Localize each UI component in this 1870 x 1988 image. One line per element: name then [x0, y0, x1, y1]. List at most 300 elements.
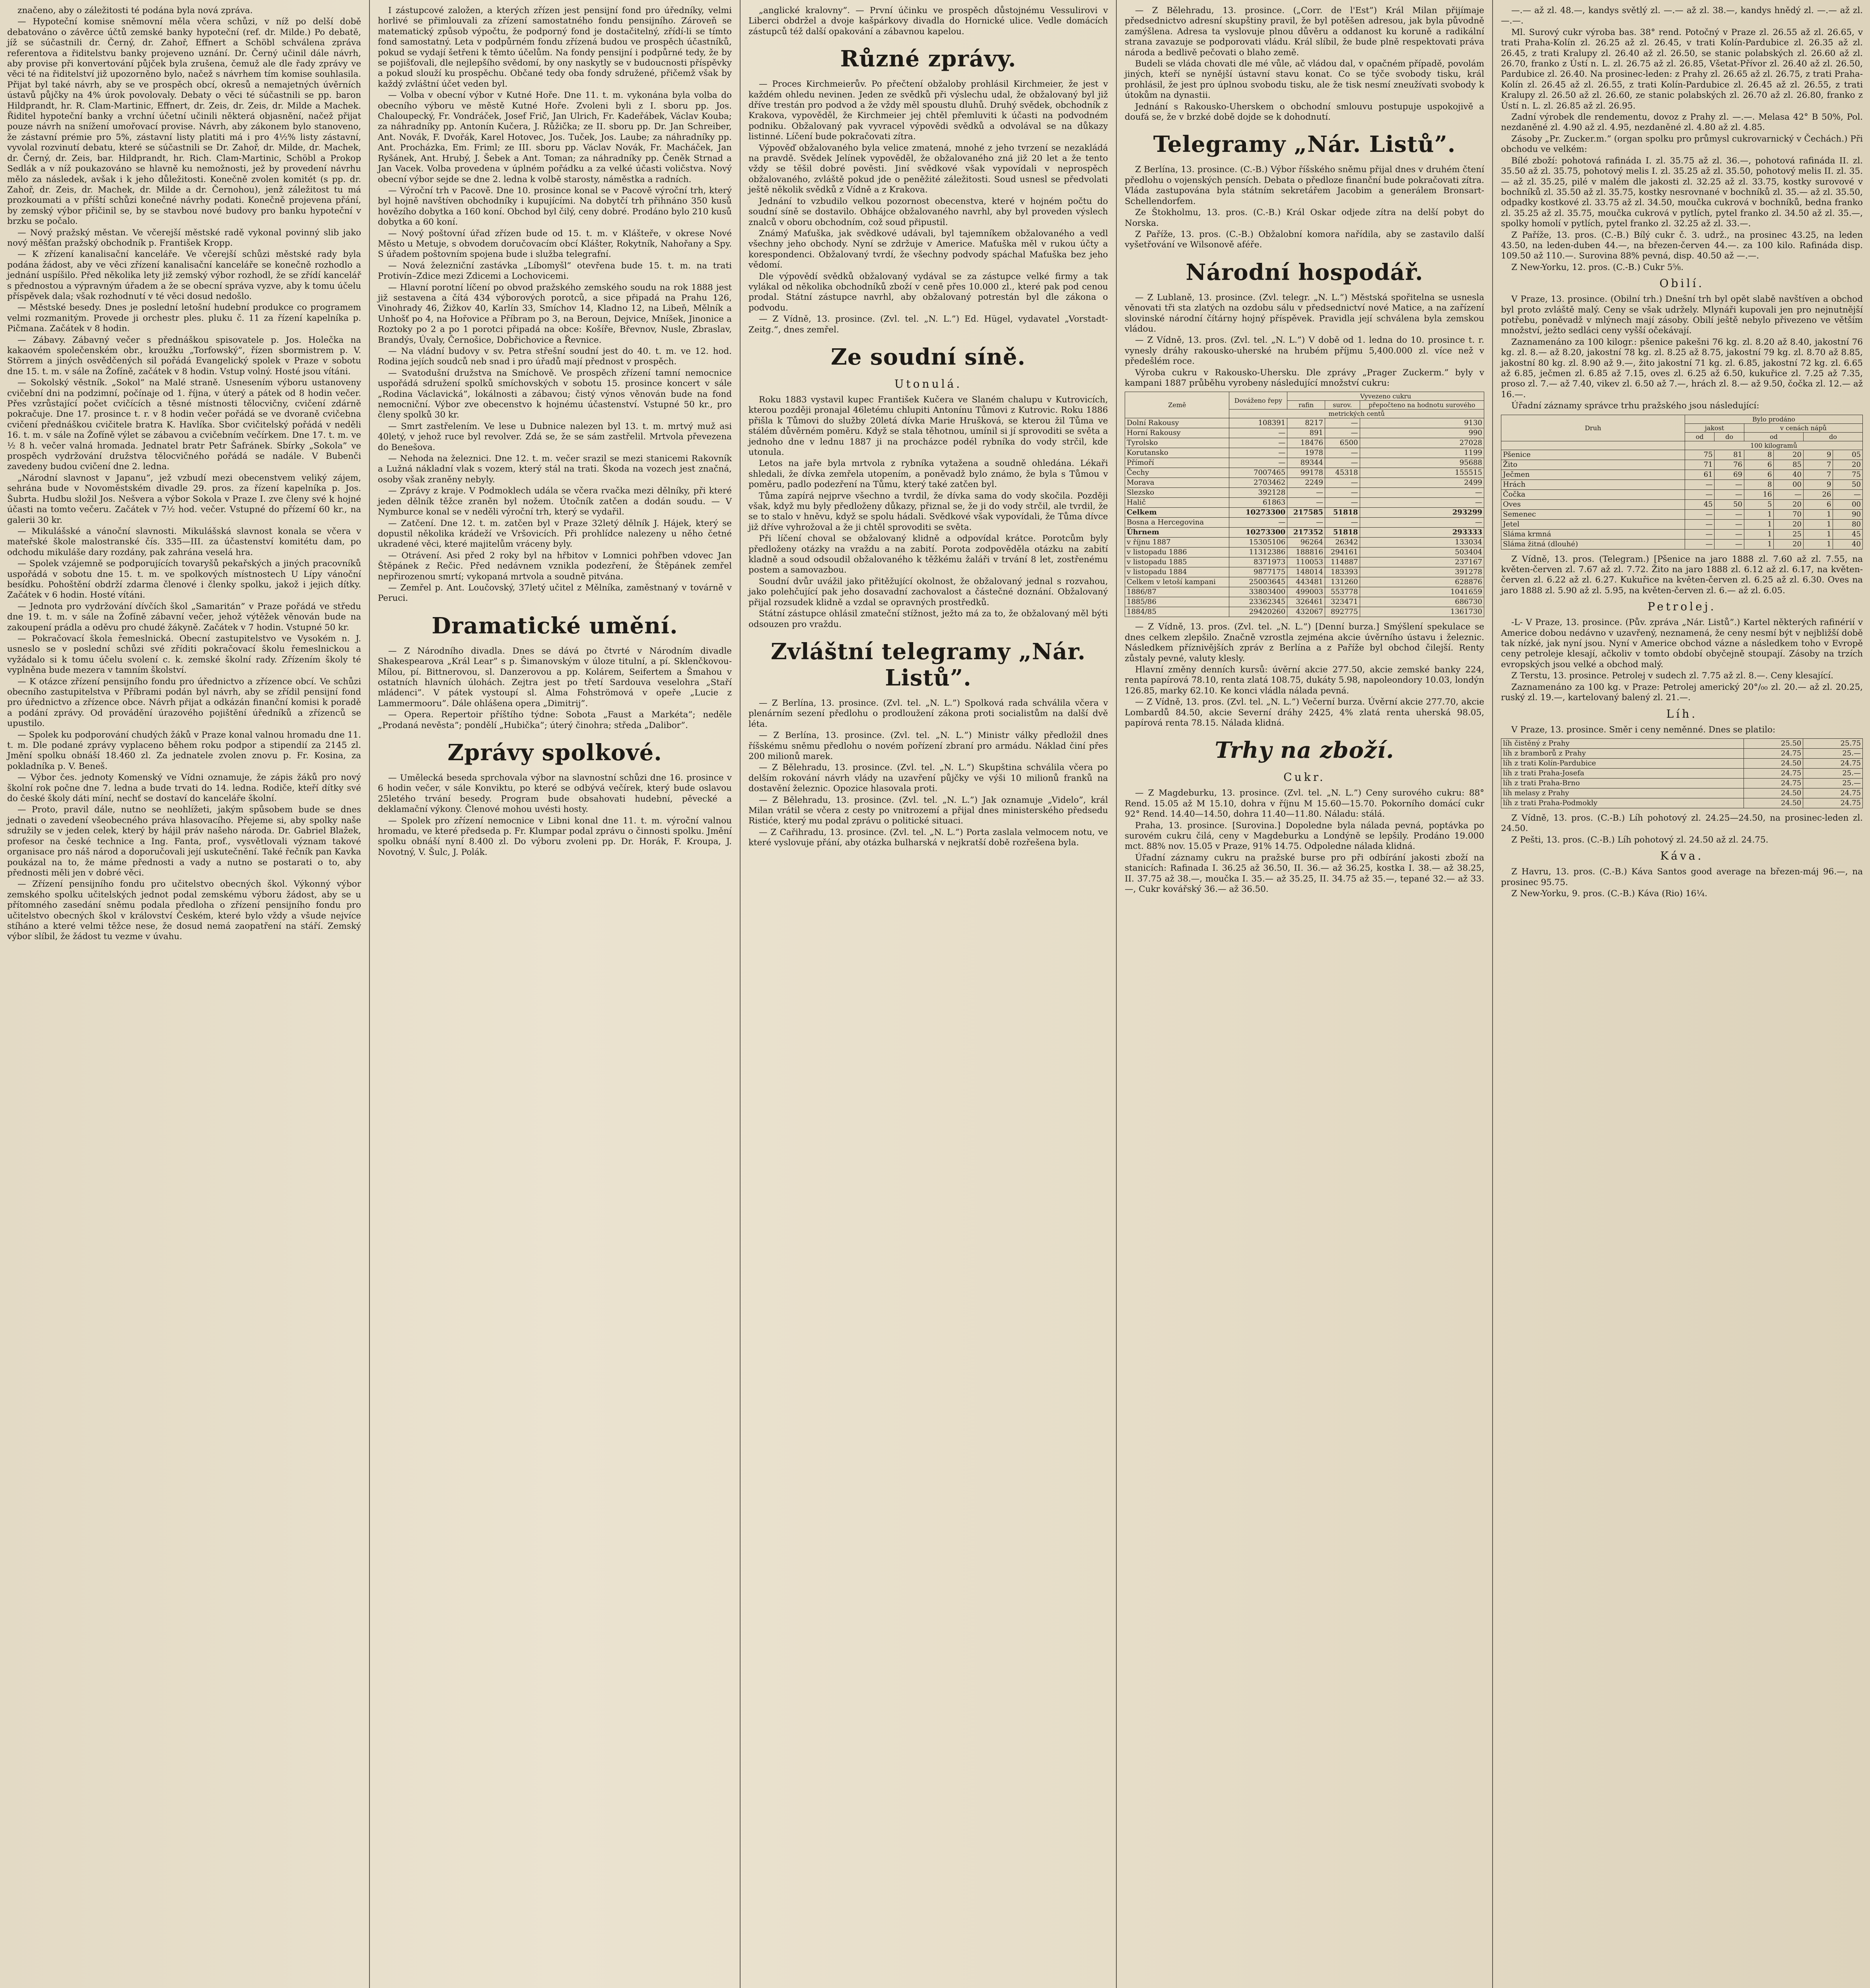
table-cell: —	[1714, 489, 1744, 499]
article-paragraph: — Spolek pro zřízení nemocnice v Libni konal dne 11. t. m. výroční valnou hromadu, ve které předseda p. Fr. Klumpar podal zprávu o činnosti spolku. Jmění spolku obnáší nyní 8.400 zl. Do výboru zvoleni pp. Dr. Horák, F. Kroupa, J. Novotný, V. Šulc, J. Polák.	[378, 815, 732, 857]
table-cell: 155515	[1360, 468, 1484, 478]
table-cell: 1	[1803, 539, 1833, 549]
table-cell: 00	[1833, 499, 1863, 509]
table-cell: —	[1360, 498, 1484, 508]
table-cell: —	[1325, 478, 1360, 488]
column-5	[1494, 0, 1870, 1988]
article-paragraph: Z New-Yorku, 9. pros. (C.-B.) Káva (Rio) 16¼.	[1511, 888, 1708, 899]
table-cell: 24.75	[1744, 778, 1803, 788]
article-paragraph: — Proces Kirchmeierův. Po přečtení obžaloby prohlásil Kirchmeier, že jest v každém ohledu nevinen. Jeden ze svědků při výslechu udal, že obžalovaný byl již dříve trestán pro podvod a že vždy měl spoustu dluhů. Druhý svědek, obchodník z Krakova, vypověděl, že Kirchmeier jej chtěl přemluviti k účasti na podvodném podniku. Obžalovaný pak vyvracel výpovědi svědků a odvolával se na důkazy listinné. Líčení bude pokračovati zítra.	[748, 79, 1108, 142]
article-paragraph: — Z Cařihradu, 13. prosince. (Zvl. tel. „N. L.”) Porta zaslala velmocem notu, ve které vyslovuje přání, aby otázka bulharská v nejkratší době rozřešena byla.	[748, 827, 1108, 848]
table-cell: 1199	[1360, 448, 1484, 458]
table-cell: 1041659	[1360, 587, 1484, 597]
table-cell: 5	[1744, 499, 1774, 509]
table-cell: 293333	[1360, 528, 1484, 538]
table-cell: 29420260	[1229, 607, 1287, 617]
table-cell: 24.75	[1744, 768, 1803, 778]
section-heading: Ze soudní síně.	[831, 344, 1026, 370]
table-cell: —	[1287, 518, 1325, 528]
table-cell: 9	[1803, 450, 1833, 460]
table-header: 100 kilogramů	[1685, 441, 1862, 450]
table-row	[1125, 528, 1484, 538]
table-cell: 20	[1774, 499, 1804, 509]
article-paragraph: Z Havru, 13. pros. (C.-B.) Káva Santos good average na březen-máj 96.—, na prosinec 95.75.	[1501, 867, 1863, 887]
table-cell: Celkem	[1125, 508, 1229, 518]
article-paragraph: Bílé zboží: pohotová rafináda I. zl. 35.75 až zl. 36.—, pohotová rafináda II. zl. 35.50 až zl. 35.75, pohotový melis I. zl. 35.25 až zl. 35.50, pohotový melis II. zl. 35.— až zl. 35.25, pilé v malém dle jakosti zl. 32.25 až zl. 33.75, kostky surovové v bochníků zl. 35.50 až zl. 35.75, kostky nesrovnané v bochníků zl. 35.— až zl. 35.50, odpadky kostkové zl. 33.75 až zl. 34.50, moučka cukrová v bochníků, bedna franko zl. 35.25 až zl. 35.75, moučka cukrová v pytlích, pytel franko zl. 34.50 až zl. 35.—, spolky homolí v pytlích, pytel franko zl. 32.25 až zl. 33.—.	[1501, 155, 1863, 229]
table-cell: 25.—	[1803, 778, 1863, 788]
table-cell: 11312386	[1229, 547, 1287, 557]
table-cell: 432067	[1287, 607, 1325, 617]
table-cell: 131260	[1325, 577, 1360, 587]
section-heading: Zprávy spolkové.	[447, 740, 662, 766]
table-cell: 26342	[1325, 538, 1360, 547]
column-2	[371, 0, 739, 1988]
table-cell: Slezsko	[1125, 488, 1229, 498]
table-row	[1125, 557, 1484, 567]
article-paragraph: Z New-Yorku, 12. pros. (C.-B.) Cukr 5⅝.	[1511, 262, 1684, 272]
sub-heading: Líh.	[1666, 707, 1698, 720]
table-header: rafin	[1287, 401, 1325, 410]
table-row	[1125, 498, 1484, 508]
table-cell: 6	[1803, 499, 1833, 509]
article-paragraph: Z Vídně, 13. pros. (Telegram.) [Pšenice na jaro 1888 zl. 7.60 až zl. 7.55, na květen-červen zl. 7.67 až zl. 7.72. Žito na jaro 1888 zl. 6.12 až zl. 6.17, na květen-červen zl. 6.22 až zl. 6.27. Kukuřice na květen-červen zl. 6.25 až zl. 6.30. Oves na jaro 1888 zl. 5.90 až zl. 5.95, na květen-červen zl. 6.— až zl. 6.05.	[1501, 554, 1863, 596]
table-cell: v listopadu 1885	[1125, 557, 1229, 567]
article-paragraph: — Jednota pro vydržování dívčích škol „Samaritán” v Praze pořádá ve středu dne 19. t. m. v sále na Žofíně zábavní večer, jehož výtěžek věnován bude na zakoupení prádla a oděvu pro chudé žákyně. Začátek v 7 hodin. Vstupné 50 kr.	[7, 601, 361, 633]
article-paragraph: „anglické kralovny”. — První účinku ve prospěch důstojnému Vessulirovi v Liberci obdržel a dvoje kašpárkovy divadla do Hornické ulice. Vedle domácích zástupců též další opakování a zábavnou kapelou.	[748, 6, 1108, 37]
article-paragraph: Úřadní záznamy správce trhu pražského jsou následující:	[1511, 401, 1759, 411]
table-cell: —	[1685, 489, 1714, 499]
table-cell: 217585	[1287, 508, 1325, 518]
article-paragraph: — Nová železniční zastávka „Líbomyšl” otevřena bude 15. t. m. na trati Protivín–Zdice mezi Zdicemi a Lochovicemi.	[378, 260, 732, 282]
table-row	[1125, 518, 1484, 528]
table-cell: 1	[1744, 529, 1774, 539]
table-cell: 75	[1833, 470, 1863, 480]
table-cell: —	[1325, 518, 1360, 528]
table-header: Druh	[1501, 415, 1685, 441]
article-paragraph: — Hypoteční komise sněmovní měla včera schůzi, v níž po delší době debatováno o závěrce účtů zemské banky hypoteční (ref. dr. Milde.) Po debatě, jíž se súčastnili dr. Černý, dr. Zahoř, Effnert a Schöbl schválena zpráva referentova a řiditelstvu banky projeveno uznání. Dr. Černý učinil dále návrh, aby provise při konvertování půjček byla zrušena, čemuž ale dle řady zprávy ve věci té na řiditelství již upozorněno bylo, načež s návrhem tím komise souhlasila. Přijat byl také návrh, aby se ve prospěch obcí, okresů a nemajetných úvěrních ústavů půjčky na 4% úrok povolovaly. Debaty o věci té súčastnili se pp. baron Hildprandt, hr. R. Clam-Martinic, Effnert, dr. Zeis, dr. Zeis, dr. Milde a Machek. Řiditel hypoteční banky a vrchní účetní učinili některá objasnění, načež přijat pouze návrh na snížení umořovací provise. Návrh, aby zákonem bylo stanoveno, že zástavní prémie pro 5%, zástavní listy platiti má i pro 4½% listy zástavní, vyvolal rozvinutí debatu, které se súčastnili se Dr. Zahoř, dr. Milde, dr. Machek, dr. Černý, dr. Zeis, bar. Hildprandt, hr. Rich. Clam-Martinic, Schöbl a Prokop Sedlák a v níž poukazováno se hlavně ku nemožnosti, jež by provedení návrhu mělo za následek, avšak i k jeho důležitosti. Konečně zvolen komitét (s pp. dr. Zahoř, dr. Zeis, dr. Machek, dr. Milde a dr. Černohou), jenž záležitost tu má prozkoumati a v příští schůzi konečné návrhy podati. Konečně projevena přání, by zemský výbor přičinil se, by se stavbou nové budovy pro banku hypoteční v brzku se počalo.	[7, 17, 361, 227]
table-cell: —	[1360, 488, 1484, 498]
table-cell: 99178	[1287, 468, 1325, 478]
table-cell: 76	[1714, 460, 1744, 470]
table-cell: Jetel	[1501, 519, 1685, 529]
table-header: Země	[1125, 392, 1229, 418]
table-cell: 443481	[1287, 577, 1325, 587]
article-paragraph: — Z Magdeburku, 13. prosince. (Zvl. tel. „N. L.”) Ceny surového cukru: 88° Rend. 15.05 až M 15.10, dohra v říjnu M 15.60—15.70. Pokorního domácí cukr 92° Rend. 14.40—14.50, dohra 11.40—11.80. Náladu: stálá.	[1125, 788, 1484, 819]
table-cell: 20	[1833, 460, 1863, 470]
article-paragraph: Z Berlína, 13. prosince. (C.-B.) Výbor říšského sněmu přijal dnes v druhém čtení předlohu o vojenských pensích. Debata o předloze finanční bude pokračovati zítra. Vláda zastupována byla státním sekretářem Jacobim a generálem Bronsart-Schellendorfem.	[1125, 165, 1484, 206]
sub-heading: Petrolej.	[1647, 600, 1716, 613]
article-paragraph: Ze Štokholmu, 13. pros. (C.-B.) Král Oskar odjede zítra na delší pobyt do Norska.	[1125, 208, 1484, 228]
table-cell: 81	[1714, 450, 1744, 460]
table-cell: v říjnu 1887	[1125, 538, 1229, 547]
table-cell: Pšenice	[1501, 450, 1685, 460]
table-header: od	[1685, 432, 1714, 441]
article-paragraph: — Nehoda na železnici. Dne 12. t. m. večer srazil se mezi stanicemi Rakovník a Lužná nákladní vlak s vozem, který stál na trati. Škoda na vozech jest značná, osoby však zraněny nebyly.	[378, 454, 732, 485]
table-cell: —	[1325, 488, 1360, 498]
article-paragraph: — Zábavy. Zábavný večer s přednáškou spisovatele p. Jos. Holečka na kakaovém společenském obr., kroužku „Torfowský”, řízen sbormistrem p. V. Störrem a jiných osvědčených sil pořádá Evangelický spolek v Praze v sobotu dne 15. t. m. v sále na Žofíně, začátek v 8 hodin. Vstup volný. Hosté jsou vítáni.	[7, 335, 361, 377]
section-heading: Zvláštní telegramy „Nár. Listů”.	[770, 638, 1086, 691]
table-row	[1125, 597, 1484, 607]
article-paragraph: Ml. Surový cukr výroba bas. 38° rend. Potočný v Praze zl. 26.55 až zl. 26.65, v trati Praha-Kolín zl. 26.25 až zl. 26.45, v trati Kolín-Pardubice zl. 26.35 až zl. 26.45, z trati Kralupy zl. 26.40 až zl. 26.50, se stanic polabských zl. 26.60 až zl. 26.70, franko z Ústí n. L. zl. 26.75 až zl. 26.85, Všetat-Přívor zl. 26.40 až zl. 26.50, Pardubice zl. 26.40. Na prosinec-leden: z Prahy zl. 26.65 až zl. 26.75, z trati Praha-Kolín zl. 26.45 až zl. 26.55, z trati Kolín-Pardubice zl. 26.45 až zl. 26.55, z trati Kralupy zl. 26.50 až zl. 26.60, ze stanic polabských zl. 26.70 až zl. 26.80, franko z Ústí n. L. zl. 26.85 až zl. 26.95.	[1501, 27, 1863, 111]
table-cell: 24.75	[1803, 798, 1863, 808]
article-paragraph: — Z Berlína, 13. prosince. (Zvl. tel. „N. L.”) Spolková rada schválila včera v plenárním sezení předlohu o prodloužení zákona proti socialistům na další dvě léta.	[748, 698, 1108, 729]
table-cell: 33803400	[1229, 587, 1287, 597]
table-row	[1125, 428, 1484, 438]
article-paragraph: — Svatodušní družstva na Smíchově. Ve prospěch zřízení tamní nemocnice uspořádá sdružení spolků smíchovských v sobotu 15. prosince koncert v sále „Rodina Václavická”, lokálnosti a zábavou; čistý výnos věnován bude na fond nemocniční. Výbor zve obecenstvo k hojnému účastenství. Vstupné 50 kr., pro členy spolků 30 kr.	[378, 368, 732, 420]
table-cell: 25.—	[1803, 748, 1863, 758]
table-cell: 9130	[1360, 418, 1484, 428]
table-cell: 8217	[1287, 418, 1325, 428]
table-row	[1125, 538, 1484, 547]
table-cell: 51818	[1325, 508, 1360, 518]
table-cell: Žito	[1501, 460, 1685, 470]
table-row	[1125, 567, 1484, 577]
table-cell: 6	[1744, 460, 1774, 470]
article-paragraph: — Z Vídně, 13. pros. (Zvl. tel. „N. L.”) V době od 1. ledna do 10. prosince t. r. vynesly dráhy rakousko-uherské na hrubém příjmu 5,400.000 zl. více než v předešlém roce.	[1125, 335, 1484, 367]
table-cell: 503404	[1360, 547, 1484, 557]
table-cell: Horní Rakousy	[1125, 428, 1229, 438]
article-paragraph: značeno, aby o záležitosti té podána byla nová zpráva.	[17, 6, 253, 16]
article-paragraph: Praha, 13. prosince. [Surovina.] Dopoledne byla nálada pevná, poptávka po surovém cukru čilá, ceny v Magdeburku a Londýně se lepšily. Prodáno 19.000 mct. 88% nov. 15.05 v Praze, 91% 14.75. Odpoledne nálada klidná.	[1125, 820, 1484, 852]
table-row	[1125, 418, 1484, 428]
table-cell: 8	[1744, 480, 1774, 489]
article-paragraph: -L- V Praze, 13. prosince. (Pův. zpráva „Nár. Listů”.) Kartel některých rafinérií v Americe dobou nedávno v uzavřený, neznamená, že ceny nesmí být v nejbližší době tak nízké, jak nyní jsou. Nyní v Americe obchod vázne a následkem toho v Evropě ceny petroleje klesají, ačkoliv v tomto období obyčejně stoupají. Zásoby na trzích evropských jsou velké a obchod malý.	[1501, 617, 1863, 670]
table-cell: 294161	[1325, 547, 1360, 557]
table-cell: 96264	[1287, 538, 1325, 547]
sub-heading: Obilí.	[1659, 277, 1705, 290]
article-paragraph: — Zřízení pensijního fondu pro učitelstvo obecných škol. Výkonný výbor zemského spolku učitelských jednot podal zemskému výboru žádost, aby se u přítomného zasedání sněmu podala předloha o zřízení pensijního fondu pro učitelstvo obecných škol v království Českém, které bylo vždy a všude nejvíce stíháno a které velmi těžce nese, že dosud nemá zaopatření na stáří. Zemský výbor slíbil, že žádost tu vezme v úvahu.	[7, 879, 361, 942]
table-cell: —	[1774, 489, 1804, 499]
article-paragraph: Zaznamenáno za 100 kg. v Praze: Petrolej americký 20°/₀₀ zl. 20.— až zl. 20.25, ruský zl. 19.—, kartelovaný balený zl. 21.—.	[1501, 682, 1863, 703]
article-paragraph: Výpověď obžalovaného byla velice zmatená, mnohé z jeho tvrzení se nezakládá na pravdě. Svědek Jelínek vypověděl, že obžalovaného zná již 20 let a že tento vždy se těšil dobré pověsti. Jiní svědkové však vypovídali v neprospěch obžalovaného, zvláště pokud jde o peněžité záležitosti. Soud usnesl se předvolati ještě několik svědků z Vídně a z Krakova.	[748, 143, 1108, 195]
article-paragraph: Státní zástupce ohlásil zmateční stížnost, ježto má za to, že obžalovaný měl býti odsouzen pro vraždu.	[748, 609, 1108, 629]
table-cell: —	[1685, 480, 1714, 489]
table-cell: líh z trati Praha-Brno	[1501, 778, 1744, 788]
table-row	[1501, 499, 1863, 509]
table-cell: Hrách	[1501, 480, 1685, 489]
sub-heading: Káva.	[1660, 849, 1704, 863]
table-cell: —	[1229, 438, 1287, 448]
table-cell: 1978	[1287, 448, 1325, 458]
table-cell: 16	[1744, 489, 1774, 499]
section-heading: Dramatické umění.	[432, 612, 678, 639]
table-row	[1125, 577, 1484, 587]
table-cell: Semenec	[1501, 509, 1685, 519]
article-paragraph: — Z Bělehradu, 13. prosince. (Zvl. tel. „N. L.”) Jak oznamuje „Videlo”, král Milan vrátil se včera z cesty po vnitrozemí a přijal dnes ministerského předsedu Ristiće, který mu podal zprávu o politické situaci.	[748, 795, 1108, 826]
article-paragraph: — Výbor čes. jednoty Komenský ve Vídni oznamuje, že zápis žáků pro nový školní rok počne dne 7. ledna a bude trvati do 14. ledna. Rodiče, kteří dítky své do české školy dáti míní, nechť se dostaví do kanceláře školní.	[7, 773, 361, 804]
table-cell: Halič	[1125, 498, 1229, 508]
table-cell: 10273300	[1229, 528, 1287, 538]
table-header: přepočteno na hodnotu surového	[1360, 401, 1484, 410]
table-cell: 133034	[1360, 538, 1484, 547]
table-cell: 1885/86	[1125, 597, 1229, 607]
table-cell: Bosna a Hercegovina	[1125, 518, 1229, 528]
table-cell: 75	[1685, 450, 1714, 460]
article-paragraph: Budeli se vláda chovati dle mé vůle, ač vládou dal, v opačném případě, povolám jiných, kteří se nynější ústavní stavu konat. Co se týče svobody tisku, král prohlásil, že jest pro úplnou svobodu tisku, ale že tisk nesmí zneužívati svobody k útokům na dynastii.	[1125, 59, 1484, 101]
table-row	[1125, 478, 1484, 488]
table-row	[1501, 788, 1863, 798]
table-cell: 95688	[1360, 458, 1484, 468]
table-header: Bylo prodáno	[1685, 415, 1862, 423]
table-cell: Tyrolsko	[1125, 438, 1229, 448]
table-cell: líh z bramborů z Prahy	[1501, 748, 1744, 758]
table-cell: —	[1685, 539, 1714, 549]
article-paragraph: Jednání s Rakousko-Uherskem o obchodní smlouvu postupuje uspokojivě a doufá se, že v brzké době dojde se k dohodnutí.	[1125, 101, 1484, 122]
article-paragraph: — Z Bělehradu, 13. prosince. (Zvl. tel. „N. L.”) Skupština schválila včera po delším rokování návrh vlády na uzavření půjčky ve výši 10 milionů franků na dostavění železnic. Opozice hlasovala proti.	[748, 763, 1108, 794]
table-row	[1501, 529, 1863, 539]
table-cell: 499003	[1287, 587, 1325, 597]
table-cell: 25.75	[1803, 738, 1863, 748]
table-row	[1501, 758, 1863, 768]
table-cell: 2703462	[1229, 478, 1287, 488]
table-cell: 148014	[1287, 567, 1325, 577]
article-paragraph: V Praze, 13. prosince. (Obilní trh.) Dnešní trh byl opět slabě navštíven a obchod byl proto zvláště malý. Ceny se však udržely. Mlynáři kupovali jen pro nejnutnější potřebu, poněvadž v mlýnech mají zásoby. Obilí ještě nebylo přivezeno ve větším množství, ježto sedláci ceny vyšší očekávají.	[1501, 294, 1863, 336]
table-header: jakost	[1685, 423, 1744, 432]
article-paragraph: „Národní slavnost v Japanu”, jež vzbudí mezi obecenstvem veliký zájem, sehrána bude v Novoměstském divadle 29. pros. za řízení kapelníka p. Jos. Šubrta. Hudbu složil Jos. Nešvera a výbor Sokola v Praze I. zve členy své k hojné účasti na tomto večeru. Začátek v 7½ hod. večer. Vstupné do přízemí 60 kr., na galerii 30 kr.	[7, 473, 361, 525]
table-cell: 217352	[1287, 528, 1325, 538]
article-paragraph: — Nový pražský městan. Ve včerejší městské radě vykonal povinný slib jako nový měšťan pražský obchodník p. František Kropp.	[7, 227, 361, 248]
table-row	[1501, 470, 1863, 480]
table-cell: Morava	[1125, 478, 1229, 488]
table-cell: Čočka	[1501, 489, 1685, 499]
table-cell: 8371973	[1229, 557, 1287, 567]
article-paragraph: — Mikulášské a vánoční slavnosti. Mikulášská slavnost konala se včera v mateřské škole malostranské čís. 335—III. za účastenství komitétu dam, po odchodu mikuláše dary rozdány, pak zahrána veselá hra.	[7, 526, 361, 557]
table-cell: 90	[1833, 509, 1863, 519]
table-row	[1501, 539, 1863, 549]
table-row	[1501, 489, 1863, 499]
table-cell: 9	[1803, 480, 1833, 489]
table-cell: 80	[1833, 519, 1863, 529]
table-cell: 553778	[1325, 587, 1360, 597]
article-paragraph: — Zatčení. Dne 12. t. m. zatčen byl v Praze 32letý dělník J. Hájek, který se dopustil několika krádeží ve Vršovicích. Při prohlídce nalezeny u něho četné ukradené věci, které majitelům vráceny byly.	[378, 518, 732, 549]
table-cell: 628876	[1360, 577, 1484, 587]
table-cell: Sláma žitná (dlouhé)	[1501, 539, 1685, 549]
table-cell: 188816	[1287, 547, 1325, 557]
column-rule	[1116, 0, 1117, 1988]
article-paragraph: Dle výpovědí svědků obžalovaný vydával se za zástupce velké firmy a tak vylákal od několika obchodníků zboží v ceně přes 10.000 zl., které pak pod cenou prodal. Státní zástupce navrhl, aby obžalovaný potrestán byl dle zákona o podvodu.	[748, 271, 1108, 313]
article-paragraph: — Z Vídně, 13. prosince. (Zvl. tel. „N. L.”) Ed. Hügel, vydavatel „Vorstadt-Zeitg.”, dnes zemřel.	[748, 314, 1108, 335]
section-heading: Trhy na zboží.	[1215, 737, 1394, 764]
table-cell: —	[1714, 539, 1744, 549]
article-paragraph: Úřadní záznamy cukru na pražské burse pro při odbírání jakosti zboží na stanicích: Rafinada I. 36.25 až 36.50, II. 36.— až 36.25, kostka I. 38.— až 38.25, II. 37.75 až 38.—, moučka I. 35.— až 35.25, II. 34.75 až 35.—, tepané 32.— až 33.—, Cukr kovářský 36.— až 36.50.	[1125, 852, 1484, 895]
table-cell: Ječmen	[1501, 470, 1685, 480]
table-cell: 323471	[1325, 597, 1360, 607]
table-cell: 05	[1833, 450, 1863, 460]
article-paragraph: — Z Berlína, 13. prosince. (Zvl. tel. „N. L.”) Ministr války předložil dnes říšskému sněmu předlohu o novém pořízení zbraní pro armádu. Náklad činí přes 200 milionů marek.	[748, 730, 1108, 761]
table-cell: 891	[1287, 428, 1325, 438]
table-row	[1501, 748, 1863, 758]
table-header: do	[1714, 432, 1744, 441]
article-paragraph: — Zemřel p. Ant. Loučovský, 37letý učitel z Mělníka, zaměstnaný v továrně v Peruci.	[378, 582, 732, 604]
sub-heading: Utonulá.	[894, 377, 962, 390]
article-paragraph: Z Terstu, 13. prosince. Petrolej v sudech zl. 7.75 až zl. 8.—. Ceny klesající.	[1511, 671, 1833, 681]
table-cell: 20	[1774, 519, 1804, 529]
column-rule	[740, 0, 741, 1988]
table-row	[1125, 448, 1484, 458]
article-paragraph: — K zřízení kanalisační kanceláře. Ve včerejší schůzi městské rady byla podána žádost, aby ve věci zřízení kanalisační kanceláře se konečně rozhodlo a jednání uspíšilo. Před několika lety již zemský výbor rozhodl, že se zřídí kancelář s přednostou a výpravným úřadem a že se obecní správa vyzve, aby k tomu účelu příspěvek dala; však rozhodnutí v té věci dosud nedošlo.	[7, 249, 361, 301]
article-paragraph: Zásoby „Pr. Zucker.m.” (organ spolku pro průmysl cukrovarnický v Čechách.) Při obchodu ve velkém:	[1501, 134, 1863, 155]
table-row	[1125, 547, 1484, 557]
article-paragraph: Soudní dvůr uvážil jako přitěžující okolnost, že obžalovaný jednal s rozvahou, jako polehčující pak jeho dosavadní zachovalost a částečné doznání. Obžalovaný přijal rozsudek klidně a vzdal se opravných prostředků.	[748, 576, 1108, 608]
table-row	[1501, 768, 1863, 778]
table-cell: 24.75	[1803, 758, 1863, 768]
article-paragraph: — Z Lublaně, 13. prosince. (Zvl. telegr. „N. L.”) Městská spořitelna se usnesla věnovati tři sta zlatých na ozdobu sálu v předsednictví nové Matice, a na zařízení slovinské národní čítárny hojný příspěvek. Pravidla její schválena byla zemskou vládou.	[1125, 292, 1484, 334]
article-paragraph: Z Pešti, 13. pros. (C.-B.) Líh pohotový zl. 24.50 až zl. 24.75.	[1511, 835, 1769, 845]
table-cell: 85	[1774, 460, 1804, 470]
table-cell: 9877175	[1229, 567, 1287, 577]
table-cell: 392128	[1229, 488, 1287, 498]
table-cell: 70	[1774, 509, 1804, 519]
table-row	[1125, 508, 1484, 518]
table-cell: 24.50	[1744, 758, 1803, 768]
table-cell: 110053	[1287, 557, 1325, 567]
table-cell: —	[1325, 418, 1360, 428]
article-paragraph: — Z Vídně, 13. pros. (Zvl. tel. „N. L.”) [Denní burza.] Smýšlení spekulace se dnes celkem zlepšilo. Značně vzrostla zejména akcie úvěrního ústavu i železnic. Následkem příznivějších zpráv z Berlína a z Paříže byl obchod čilejší. Renty zůstaly pevné, valuty klesly.	[1125, 622, 1484, 664]
table-cell: 51818	[1325, 528, 1360, 538]
table-cell: líh z trati Kolín-Pardubice	[1501, 758, 1744, 768]
table-header: Dováženo řepy	[1229, 392, 1287, 410]
table-cell: —	[1229, 448, 1287, 458]
table-cell: 69	[1714, 470, 1744, 480]
table-cell: 6	[1744, 470, 1774, 480]
table-cell: 1884/85	[1125, 607, 1229, 617]
table-cell: 326461	[1287, 597, 1325, 607]
table-cell: —	[1229, 428, 1287, 438]
table-cell: 1	[1744, 509, 1774, 519]
table-cell: 20	[1774, 450, 1804, 460]
table-header: do	[1803, 432, 1862, 441]
article-paragraph: Jednání to vzbudilo velkou pozornost obecenstva, které v hojném počtu do soudní síně se dostavilo. Obhájce obžalovaného navrhl, aby byl proveden výslech znalců v oboru obchodním, což soud připustil.	[748, 196, 1108, 227]
table-cell: —	[1685, 509, 1714, 519]
table-cell: 990	[1360, 428, 1484, 438]
article-paragraph: — Z Vídně, 13. pros. (Zvl. tel. „N. L.”) Večerní burza. Úvěrní akcie 277.70, akcie Lombardů 84.50, akcie Severní dráhy 2425, 4% zlatá renta uherská 98.05, papírová renta 78.15. Nálada klidná.	[1125, 697, 1484, 728]
table-row	[1501, 450, 1863, 460]
article-paragraph: — Hlavní porotní líčení po obvod pražského zemského soudu na rok 1888 jest již sestavena a čítá 434 výborových porotců, a sice připadá na Prahu 126, Vinohrady 46, Žižkov 40, Karlín 33, Smíchov 14, Kladno 12, na Libeň, Mělník a Unhošť po 4, na Hořovice a Příbram po 3, na Beroun, Dejvice, Mníšek, Jinonice a Roztoky po 2 a po 1 porotci připadá na obce: Košíře, Břevnov, Nusle, Zbraslav, Brandýs, Úvaly, Černošice, Dobřichovice a Řevnice.	[378, 282, 732, 345]
table-cell: 25.—	[1803, 768, 1863, 778]
table-header: v cenách nápů	[1744, 423, 1862, 432]
table-cell: 61	[1685, 470, 1714, 480]
article-paragraph: — Pokračovací škola řemeslnická. Obecní zastupitelstvo ve Vysokém n. J. usneslo se v poslední schůzi své zříditi pokračovací školu řemeslnickou a vyžádalo si k tomu účelu svolení c. k. zemské školní rady. Zřízením školy té vyplněna bude mezera v tamním školství.	[7, 633, 361, 676]
article-paragraph: — Volba v obecní výbor v Kutné Hoře. Dne 11. t. m. vykonána byla volba do obecního výboru ve městě Kutné Hoře. Zvoleni byli z I. sboru pp. Jos. Chaloupecký, Fr. Vondráček, Josef Frič, Jan Ulrich, Fr. Kadeřábek, Václav Kouba; za náhradníky pp. Antonín Kučera, J. Růžička; ze II. sboru pp. Dr. Jan Schreiber, Ant. Novák, F. Dvořák, Karel Hotovec, Jos. Tuček, Jos. Laube; za náhradníky pp. Ant. Procházka, Em. Friml; ze III. sboru pp. Václav Novák, Fr. Macháček, Jan Ryšánek, Ant. Hrubý, J. Šebek a Ant. Toman; za náhradníky pp. Čeněk Strnad a Jan Vacek. Volba provedena v úplném pořádku a za velké účasti voličstva. Nový obecní výbor sejde se dne 2. ledna k volbě starosty, náměstka a radních.	[378, 90, 732, 184]
article-paragraph: — Zprávy z kraje. V Podmoklech udála se včera rvačka mezi dělníky, při které jeden dělník těžce zraněn byl nožem. Útočník zatčen a dodán soudu. — V Nymburce konal se v neděli výroční trh, který se vydařil.	[378, 486, 732, 517]
table-cell: —	[1833, 489, 1863, 499]
table-cell: Čechy	[1125, 468, 1229, 478]
table-row	[1501, 519, 1863, 529]
table-cell: 892775	[1325, 607, 1360, 617]
table-header	[1501, 441, 1685, 450]
table-cell: 45	[1685, 499, 1714, 509]
article-paragraph: Zadní výrobek dle rendementu, dovoz z Prahy zl. —.—. Melasa 42° B 50%, Pol. nezdaněné zl. 4.90 až zl. 4.95, nezdaněné zl. 4.80 až zl. 4.85.	[1501, 112, 1863, 133]
table-cell: 45	[1833, 529, 1863, 539]
table-row	[1125, 607, 1484, 617]
table-cell: 237167	[1360, 557, 1484, 567]
table-cell: líh čistěný z Prahy	[1501, 738, 1744, 748]
table-cell: 391278	[1360, 567, 1484, 577]
table-cell: Dolní Rakousy	[1125, 418, 1229, 428]
table-row	[1125, 458, 1484, 468]
table-cell: 1	[1803, 519, 1833, 529]
table-cell: 1	[1803, 509, 1833, 519]
article-paragraph: — Spolek vzájemně se podporujících tovaryšů pekařských a jiných pracovníků uspořádá v sobotu dne 15. t. m. ve spolkových místnostech U Lípy vánoční besídku. Pohoštění obdrží zdarma členové i členky spolku, jakož i jejich dítky. Začátek v 6 hodin. Hosté vítáni.	[7, 559, 361, 600]
article-paragraph: — Nový poštovní úřad zřízen bude od 15. t. m. v Klášteře, v okrese Nové Město u Metuje, s obvodem doručovacím obcí Klášter, Rokytník, Nahořany a Spy. S úřadem poštovním spojena bude i služba telegrafní.	[378, 228, 732, 260]
column-1	[0, 0, 368, 1988]
article-paragraph: Z Vídně, 13. pros. (C.-B.) Líh pohotový zl. 24.25—24.50, na prosinec-leden zl. 24.50.	[1501, 813, 1863, 834]
table-header: od	[1744, 432, 1803, 441]
table-cell: 2499	[1360, 478, 1484, 488]
table-row	[1125, 587, 1484, 597]
table-cell: 24.75	[1803, 788, 1863, 798]
article-paragraph: I zástupcové založen, a kterých zřízen jest pensijní fond pro úředníky, velmi horlivé se přimlouvali za zřízení samostatného fondu pensijního. Zároveň se matematický způsob výpočtu, že podporný fond je dostačitelný, zřídí-li se tímto fond samostatný. Leta v podpůrném fondu zřízená budou ve prospěch účastníků, pokud se vydají šetřeni k těmto účelům. Na fondy pensijní i podpůrné tedy, že by se pojišťovali, dle nejlepšího svědomí, by ony naskytly se v budoucnosti příspěvky a pokud slouží ku prospěchu. Občané tedy oba fondy sdružené, přičemž však by každý zvláštní účet veden byl.	[378, 6, 732, 89]
table-cell: 25.50	[1744, 738, 1803, 748]
table-cell: —	[1229, 458, 1287, 468]
table-cell: 2249	[1287, 478, 1325, 488]
article-paragraph: Hlavní změny denních kursů: úvěrní akcie 277.50, akcie zemské banky 224, renta papírová 78.10, renta zlatá 108.75, dukáty 5.98, napoleondory 10.03, londýn 126.85, marky 62.10. Ke konci vládla nálada pevná.	[1125, 665, 1484, 696]
sub-heading: Cukr.	[1283, 771, 1326, 784]
table-cell: —	[1714, 509, 1744, 519]
table-cell: 8	[1744, 450, 1774, 460]
column-rule	[1492, 0, 1493, 1988]
article-paragraph: — Opera. Repertoir příštího týdne: Sobota „Faust a Markéta”; neděle „Prodaná nevěsta”; pondělí „Hubička”; úterý činohra; středa „Dalibor”.	[378, 710, 732, 730]
table-cell: Celkem v letoší kampani	[1125, 577, 1229, 587]
table-cell: 20	[1774, 539, 1804, 549]
article-paragraph: — Smrt zastřelením. Ve lese u Dubnice nalezen byl 13. t. m. mrtvý muž asi 40letý, v jehož ruce byl revolver. Zdá se, že se sám zastřelil. Mrtvola převezena do Benešova.	[378, 421, 732, 452]
table-cell: —	[1360, 518, 1484, 528]
table-cell: 15305106	[1229, 538, 1287, 547]
table-row	[1125, 438, 1484, 448]
article-paragraph: Známý Maťuška, jak svědkové udávali, byl tajemníkem obžalovaného a vedl všechny jeho obchody. Nyní se zdržuje v Americe. Maťuška měl v rukou účty a korespondenci. Obžalovaný tvrdí, že všechny podvody spáchal Maťuška bez jeho vědomí.	[748, 228, 1108, 270]
article-paragraph: Při líčení choval se obžalovaný klidně a odpovídal krátce. Porotcům byly předloženy otázky na vraždu a na zabití. Porota zodpověděla otázku na zabití kladně a soud odsoudil obžalovaného k těžkému žaláři v trvání 8 let, zostřenému postem a samovazbou.	[748, 534, 1108, 575]
table-row	[1125, 488, 1484, 498]
column-rule	[369, 0, 370, 1988]
table-row	[1125, 468, 1484, 478]
table-cell: 18476	[1287, 438, 1325, 448]
table-cell: 1	[1744, 519, 1774, 529]
table-cell: 10273300	[1229, 508, 1287, 518]
table-cell: 50	[1833, 480, 1863, 489]
section-heading: Telegramy „Nár. Listů”.	[1153, 131, 1456, 158]
table-cell: —	[1714, 480, 1744, 489]
table-cell: 114887	[1325, 557, 1360, 567]
table-cell: Sláma krmná	[1501, 529, 1685, 539]
column-3	[741, 0, 1115, 1988]
article-paragraph: Výroba cukru v Rakousko-Uhersku. Dle zprávy „Prager Zuckerm.” byly v kampani 1887 průběhu vyrobeny následující množství cukru:	[1125, 367, 1484, 388]
table-row	[1501, 778, 1863, 788]
article-paragraph: — Otrávení. Asi před 2 roky byl na hřbitov v Lomnici pohřben vdovec Jan Štěpánek z Rečic. Před nedávnem vznikla podezření, že Štěpánek zemřel nepřirozenou smrtí; vykopaná mrtvola a soudně pitvána.	[378, 550, 732, 582]
table-cell: v listopadu 1886	[1125, 547, 1229, 557]
table-header: metrických centů	[1229, 410, 1484, 418]
table-cell: 26	[1803, 489, 1833, 499]
table-cell: 183393	[1325, 567, 1360, 577]
table-cell: 00	[1774, 480, 1804, 489]
table-cell: —	[1714, 519, 1744, 529]
table-cell: Korutansko	[1125, 448, 1229, 458]
table-cell: 108391	[1229, 418, 1287, 428]
table-cell: 50	[1714, 499, 1744, 509]
section-heading: Různé zprávy.	[840, 46, 1017, 72]
table-cell: —	[1229, 518, 1287, 528]
table-cell: 24.50	[1744, 788, 1803, 798]
article-paragraph: Roku 1883 vystavil kupec František Kučera ve Slaném chalupu v Kutrovicích, kterou později pronajal 46letému chlupiti Antonínu Tůmovi z Kutrovic. Roku 1886 přišla k Tůmovi do služby 20letá dívka Marie Hrušková, se kterou žil Tůma ve stálém důvěrném poměru. Když se stala těhotnou, umínil si jí sprovoditi se světa a jednoho dne v lednu 1887 ji na procházce podél rybníka do vody strčil, kde utonula.	[748, 394, 1108, 457]
table-cell: —	[1685, 519, 1714, 529]
table-cell: —	[1287, 488, 1325, 498]
table-cell: 7007465	[1229, 468, 1287, 478]
table-row	[1501, 798, 1863, 808]
grain-market-table	[1501, 415, 1863, 549]
article-paragraph: — Spolek ku podporování chudých žáků v Praze konal valnou hromadu dne 11. t. m. Dle podané zprávy vyplaceno během roku podpor a stipendií za 2145 zl. Jmění spolku obnáší 18.460 zl. Za jednatele zvolen znovu p. Fr. Kosina, za pokladníka p. V. Beneš.	[7, 730, 361, 771]
article-paragraph: Zaznamenáno za 100 kilogr.: pšenice pakešni 76 kg. zl. 8.20 až 8.40, jakostní 76 kg. zl. 8.— až 8.20, jakostní 78 kg. zl. 8.25 až 8.75, jakostní 79 kg. zl. 8.70 až 8.85, jakostní 80 kg. zl. 8.90 až 9.—, žito jakostní 71 kg. zl. 6.85, jakostní 72 kg. zl. 6.65 až 6.85, ječmen zl. 6.85 až 7.15, oves zl. 6.25 až 6.50, kukuřice zl. 7.25 až 7.35, proso zl. 7.— až 7.40, vikev zl. 6.50 až 7.—, hrách zl. 8.— až 9.50, čočka zl. 12.— až 16.—.	[1501, 337, 1863, 400]
spirits-price-list	[1501, 738, 1863, 808]
table-cell: 1886/87	[1125, 587, 1229, 597]
